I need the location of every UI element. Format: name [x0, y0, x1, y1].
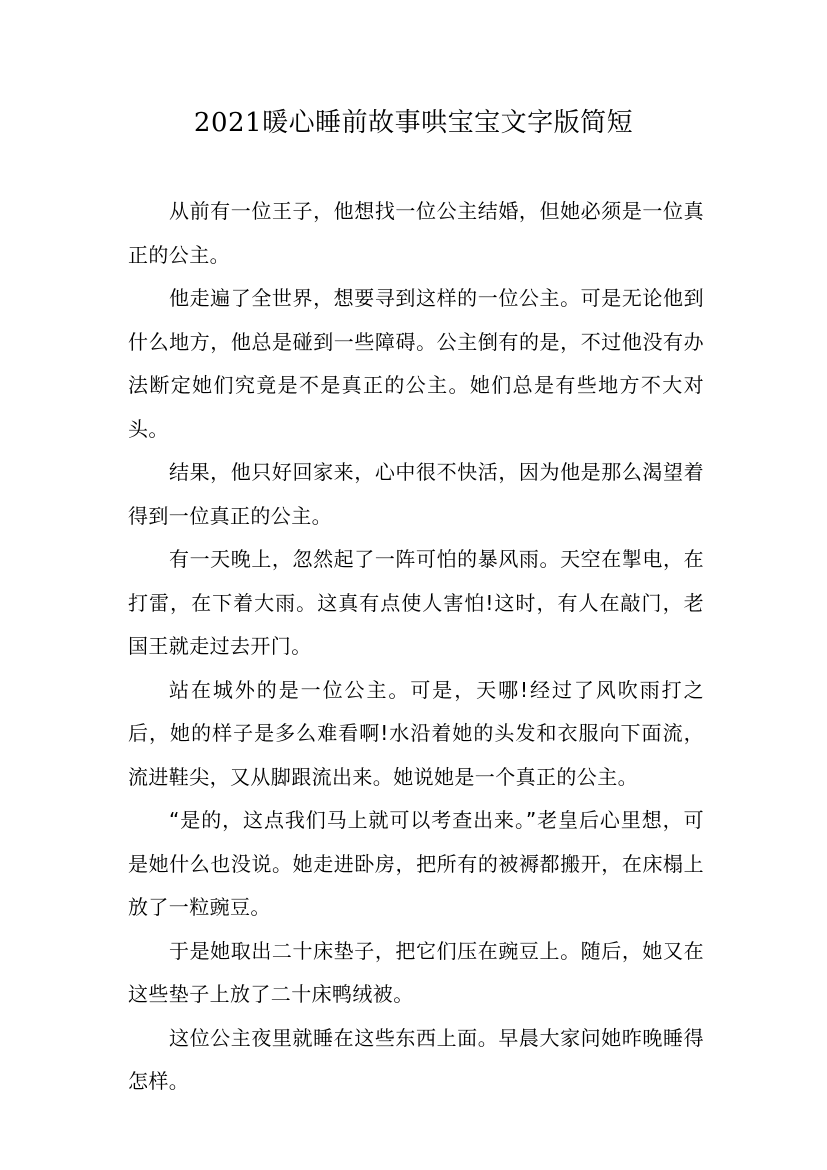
- paragraph: 他走遍了全世界，想要寻到这样的一位公主。可是无论他到什么地方，他总是碰到一些障碍。公主倒有的是，不过他没有办法断定她们究竟是不是真正的公主。她们总是有些地方不大对头。: [128, 286, 704, 441]
- paragraph: 有一天晚上，忽然起了一阵可怕的暴风雨。天空在掣电，在打雷，在下着大雨。这真有点使人害怕!这时，有人在敲门，老国王就走过去开门。: [128, 547, 704, 658]
- paragraph: 站在城外的是一位公主。可是，天哪!经过了风吹雨打之后，她的样子是多么难看啊!水沿着她的头发和衣服向下面流，流进鞋尖，又从脚跟流出来。她说她是一个真正的公主。: [128, 677, 704, 789]
- paragraph: 这位公主夜里就睡在这些东西上面。早晨大家问她昨晚睡得怎样。: [128, 1025, 704, 1093]
- paragraph: 结果，他只好回家来，心中很不快活，因为他是那么渴望着得到一位真正的公主。: [128, 460, 704, 528]
- paragraph: “是的，这点我们马上就可以考查出来。”老皇后心里想，可是她什么也没说。她走进卧房，把所有的被褥都搬开，在床榻上放了一粒豌豆。: [128, 808, 704, 919]
- paragraph: 于是她取出二十床垫子，把它们压在豌豆上。随后，她又在这些垫子上放了二十床鸭绒被。: [128, 938, 704, 1006]
- paragraph: 从前有一位王子，他想找一位公主结婚，但她必须是一位真正的公主。: [128, 199, 704, 267]
- story-body: [128, 190, 704, 1104]
- document-title: 2021暖心睡前故事哄宝宝文字版简短: [193, 108, 634, 138]
